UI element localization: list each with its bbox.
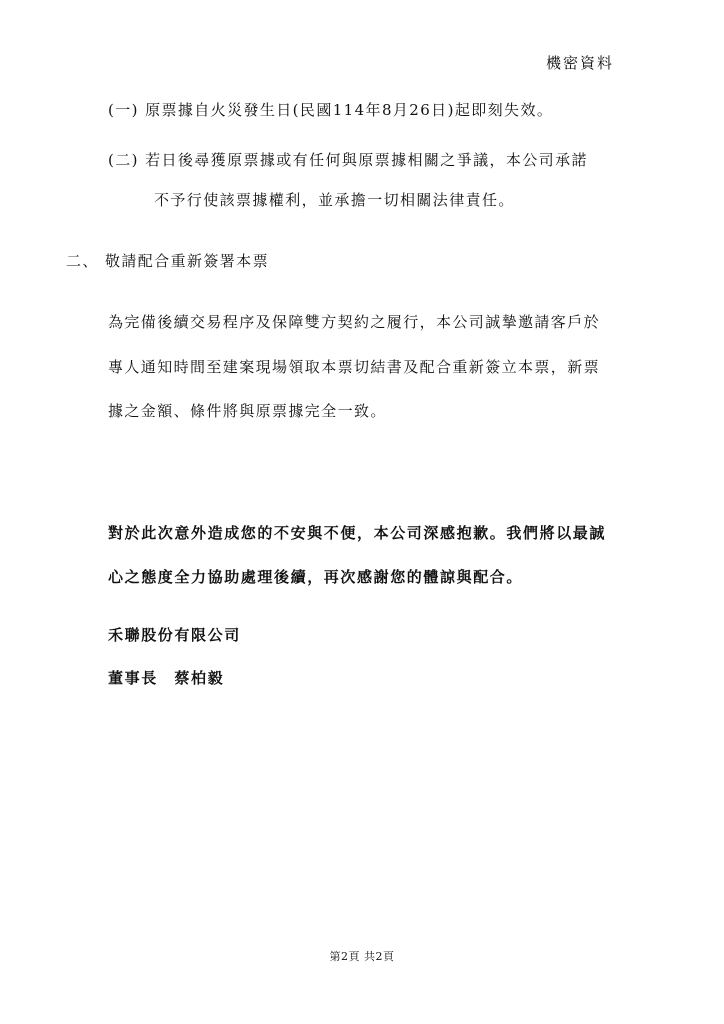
page-number: 第2頁 共2頁 bbox=[329, 950, 395, 963]
list-item-2-line-1: (二) 若日後尋獲原票據或有任何與原票據相關之爭議，本公司承諾 bbox=[108, 151, 588, 169]
section-2-heading: 二、 敬請配合重新簽署本票 bbox=[66, 252, 269, 270]
closing-line-1: 對於此次意外造成您的不安與不便，本公司深感抱歉。我們將以最誠 bbox=[108, 524, 607, 542]
section-2-paragraph-line-2: 專人通知時間至建案現場領取本票切結書及配合重新簽立本票，新票 bbox=[108, 358, 601, 376]
signer-name: 董事長 蔡柏毅 bbox=[108, 669, 225, 687]
section-2-paragraph-line-1: 為完備後續交易程序及保障雙方契約之履行，本公司誠摯邀請客戶於 bbox=[108, 313, 601, 331]
company-name: 禾聯股份有限公司 bbox=[108, 626, 241, 644]
section-2-paragraph-line-3: 據之金額、條件將與原票據完全一致。 bbox=[108, 402, 387, 420]
closing-line-2: 心之態度全力協助處理後續，再次感謝您的體諒與配合。 bbox=[108, 568, 524, 586]
list-item-2-line-2: 不予行使該票據權利，並承擔一切相關法律責任。 bbox=[154, 191, 515, 209]
confidential-label: 機密資料 bbox=[545, 54, 614, 72]
list-item-1: (一) 原票據自火災發生日(民國114年8月26日)起即刻失效。 bbox=[108, 101, 554, 119]
